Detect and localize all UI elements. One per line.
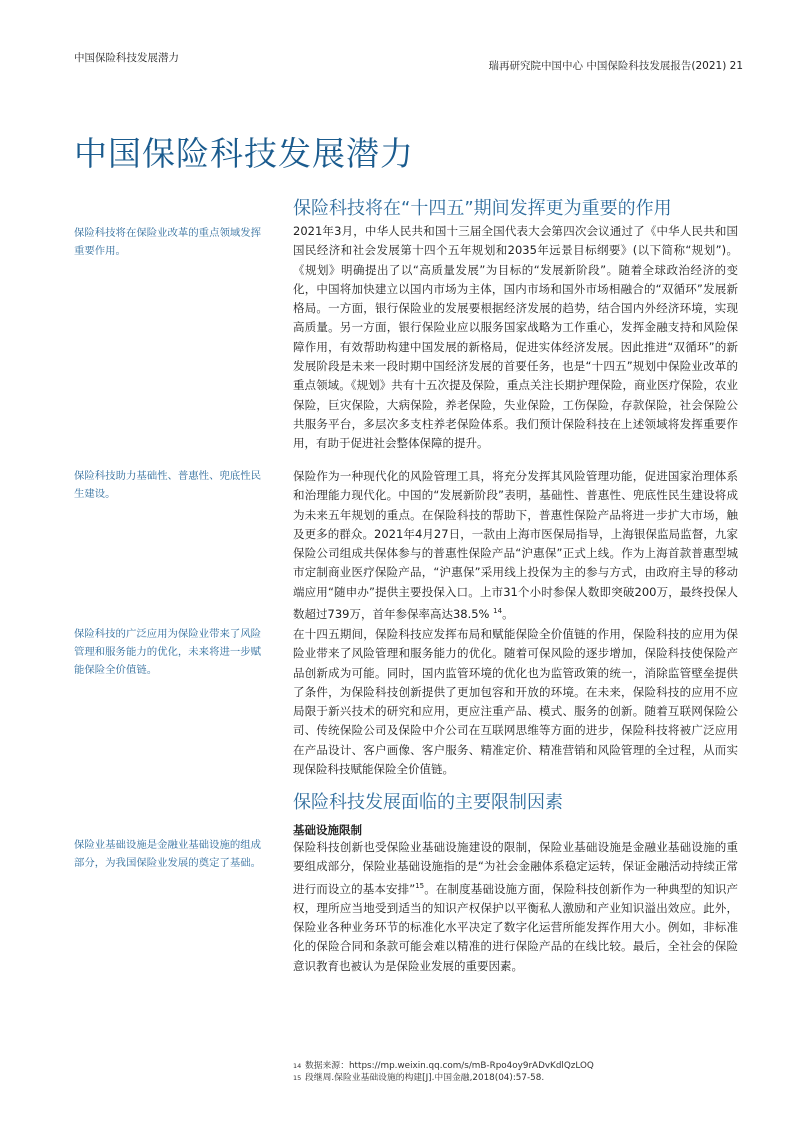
footnote-ref-15: 15 bbox=[415, 881, 425, 890]
page-title: 中国保险科技发展潜力 bbox=[74, 134, 414, 173]
sidenote-2: 保险科技助力基础性、普惠性、兜底性民生建设。 bbox=[74, 470, 262, 500]
footnote-number: 15 bbox=[293, 1074, 302, 1082]
paragraph-1: 2021年3月，中华人民共和国十三届全国代表大会第四次会议通过了《中华人民共和国国民经济和社会发展第十四个五年规划和2035年远景目标纲要》(以下简称“规划”)。《规划》明确提出了以“高质量发展”为目标的“发展新阶段”。随着全球政治经济的变化，中国将加快建立以国内市场为主体，国内市场和国外市场相融合的“双循环”发展新格局。一方面，银行保险业的发展要根据经济发展的趋势，结合国内外经济环境，实现高质量。另一方面，银行保险业应以服务国家战略为工作重心，发挥金融支持和风险保障作用，有效帮助构建中国发展的新格局，促进实体经济发展。因此推进“双循环”的新发展阶段是未来一段时期中国经济发展的首要任务，也是“十四五”规划中保险业改革的重点领域。《规划》共有十五次提及保险，重点关注长期护理保险，商业医疗保险，农业保险，巨灾保险，大病保险，养老保险，失业保险，工伤保险，存款保险，社会保险公共服务平台，多层次多支柱养老保险体系。我们预计保险科技在上述领域将发挥重要作用，有助于促进社会整体保障的提升。 bbox=[293, 224, 738, 451]
footnote-number: 14 bbox=[293, 1062, 302, 1070]
paragraph-4 bbox=[293, 838, 738, 976]
paragraph-2: 保险作为一种现代化的风险管理工具，将充分发挥其风险管理功能，促进国家治理体系和治理能力现代化。中国的“发展新阶段”表明，基础性、普惠性、兜底性民生建设将成为未来五年规划的重点。在保险科技的帮助下，普惠性保险产品将进一步扩大市场，触及更多的群众。2021年4月27日，一款由上海市医保局指导，上海银保监局监督，九家保险公司组成共保体参与的普惠性保险产品“沪惠保”正式上线。作为上海首款普惠型城市定制商业医疗保险产品，“沪惠保”采用线上投保为主的参与方式，由政府主导的移动端应用“随申办”提供主要投保入口。上市31个小时参保人数即突破200万，最终投保人数超过739万，首年参保率高达38.5% $^{14}$。 bbox=[293, 469, 738, 621]
section-heading-1: 保险科技将在“十四五”期间发挥更为重要的作用 bbox=[293, 198, 672, 219]
sidenote-1: 保险科技将在保险业改革的重点领域发挥重要作用。 bbox=[74, 227, 262, 257]
sidenote-3: 保险科技的广泛应用为保险业带来了风险管理和服务能力的优化，未来将进一步赋能保险全价值链。 bbox=[74, 628, 262, 676]
footnote-text: 数据来源：https://mp.weixin.qq.com/s/mB-Rpo4oy9rADvKdlQzLOQ bbox=[305, 1061, 594, 1071]
running-header-left: 中国保险科技发展潜力 bbox=[74, 52, 179, 64]
sidenote-4: 保险业基础设施是金融业基础设施的组成部分，为我国保险业发展的奠定了基础。 bbox=[74, 839, 262, 869]
running-header-right: 瑞再研究院中国中心 中国保险科技发展报告(2021) 21 bbox=[488, 60, 743, 72]
footnote-ref-14: 14 bbox=[493, 607, 503, 616]
paragraph-4-text-b: 。在制度基础设施方面，保险科技创新作为一种典型的知识产权，理所应当地受到适当的知识产权保护以平衡私人激励和产业知识溢出效应。此外，保险业各种业务环节的标准化水平决定了数字化运营所能发挥作用大小。例如，非标准化的保险合同和条款可能会难以精准的进行保险产品的在线比较。最后，全社会的保险意识教育也被认为是保险业发展的重要因素。 bbox=[293, 881, 738, 973]
footnote-text: 段继周.保险业基础设施的构建[J].中国金融,2018(04):57-58. bbox=[305, 1073, 545, 1083]
paragraph-4-text-a: 保险科技创新也受保险业基础设施建设的限制，保险业基础设施是金融业基础设施的重要组成部分，保险业基础设施指的是“为社会金融体系稳定运转，保证金融活动持续正常进行而设立的基本安排” bbox=[293, 840, 738, 896]
footnote-14 bbox=[293, 1060, 594, 1072]
subheading-infrastructure: 基础设施限制 bbox=[293, 823, 362, 837]
paragraph-3: 在十四五期间，保险科技应发挥布局和赋能保险全价值链的作用，保险科技的应用为保险业带来了风险管理和服务能力的优化。随着可保风险的逐步增加，保险科技使保险产品创新成为可能。同时，国内监管环境的优化也为监管政策的统一，消除监管壁垒提供了条件，为保险科技创新提供了更加包容和开放的环境。在未来，保险科技的应用不应局限于新兴技术的研究和应用，更应注重产品、模式、服务的创新。随着互联网保险公司、传统保险公司及保险中介公司在互联网思维等方面的进步，保险科技将被广泛应用在产品设计、客户画像、客户服务、精准定价、精准营销和风险管理的全过程，从而实现保险科技赋能保险全价值链。 bbox=[293, 627, 738, 777]
section-heading-2: 保险科技发展面临的主要限制因素 bbox=[293, 792, 563, 813]
paragraph-2-text: 保险作为一种现代化的风险管理工具，将充分发挥其风险管理功能，促进国家治理体系和治理能力现代化。中国的“发展新阶段”表明，基础性、普惠性、兜底性民生建设将成为未来五年规划的重点。在保险科技的帮助下，普惠性保险产品将进一步扩大市场，触及更多的群众。2021年4月27日，一款由上海市医保局指导，上海银保监局监督，九家保险公司组成共保体参与的普惠性保险产品“沪惠保”正式上线。作为上海首款普惠型城市定制商业医疗保险产品，“沪惠保”采用线上投保为主的参与方式，由政府主导的移动端应用“随申办”提供主要投保入口。上市31个小时参保人数即突破200万，最终投保人数超过739万，首年参保率高达38.5% bbox=[293, 469, 738, 621]
footnotes bbox=[293, 1060, 594, 1084]
footnote-15 bbox=[293, 1072, 594, 1084]
